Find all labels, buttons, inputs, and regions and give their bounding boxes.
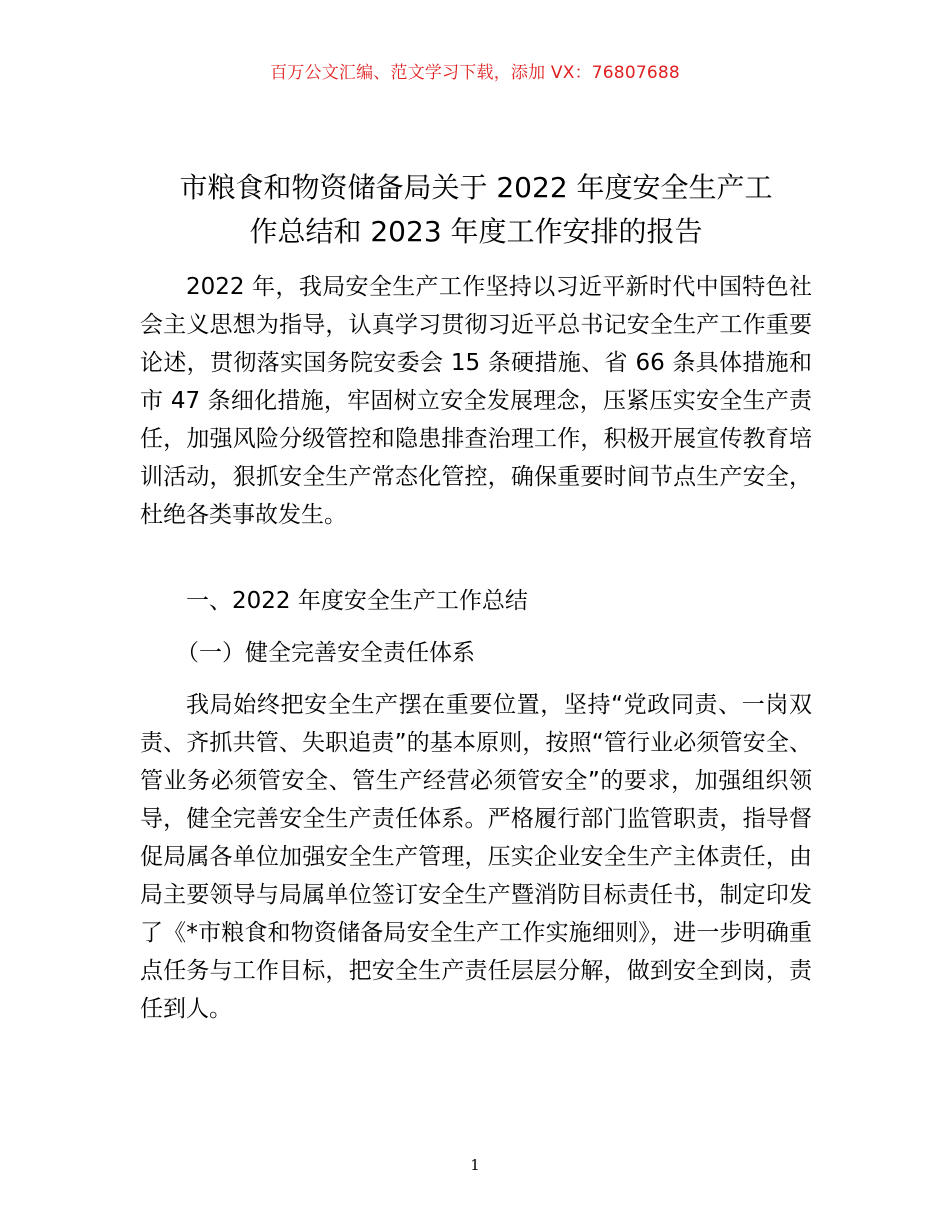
title-line-2: 作总结和 2023 年度工作安排的报告 <box>249 215 703 248</box>
intro-block <box>140 268 812 534</box>
document-title <box>140 166 812 254</box>
header-banner: 百万公文汇编、范文学习下载，添加 VX：76807688 <box>270 63 680 83</box>
page-number: 1 <box>470 1156 480 1174</box>
section-heading-block <box>140 582 812 620</box>
subsection-paragraph: 我局始终把安全生产摆在重要位置，坚持“党政同责、一岗双责、齐抓共管、失职追责”的基本原则，按照“管行业必须管安全、管业务必须管安全、管生产经营必须管安全”的要求，加强组织领导，健全完善安全生产责任体系。严格履行部门监管职责，指导督促局属各单位加强安全生产管理，压实企业安全生产主体责任，由局主要领导与局属单位签订安全生产暨消防目标责任书，制定印发了《*市粮食和物资储备局安全生产工作实施细则》，进一步明确重点任务与工作目标，把安全生产责任层层分解，做到安全到岗，责任到人。 <box>140 692 812 1022</box>
subsection-heading: （一）健全完善安全责任体系 <box>176 640 475 666</box>
subsection-body-block <box>140 686 812 1028</box>
subsection-heading-block <box>140 634 812 672</box>
title-line-1: 市粮食和物资储备局关于 2022 年度安全生产工 <box>179 171 773 204</box>
intro-paragraph: 2022 年，我局安全生产工作坚持以习近平新时代中国特色社会主义思想为指导，认真学习贯彻习近平总书记安全生产工作重要论述，贯彻落实国务院安委会 15 条硬措施、省 66 条具体措施和市 47 条细化措施，牢固树立安全发展理念，压紧压实安全生产责任，加强风险分级管控和隐患排查治理工作，积极开展宣传教育培训活动，狠抓安全生产常态化管控，确保重要时间节点生产安全，杜绝各类事故发生。 <box>140 274 812 528</box>
section-heading: 一、2022 年度安全生产工作总结 <box>186 588 528 614</box>
